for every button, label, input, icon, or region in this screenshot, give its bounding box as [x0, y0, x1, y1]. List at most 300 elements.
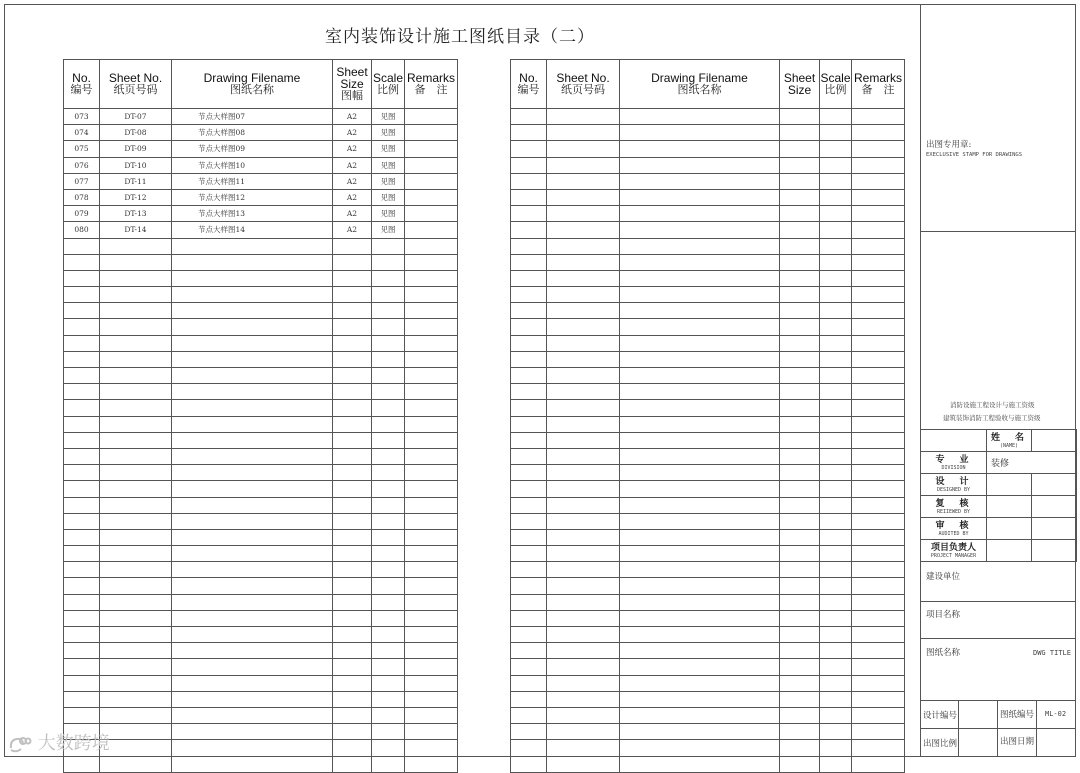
table-row — [64, 707, 458, 723]
cell-sheet-size — [780, 497, 820, 513]
cell-scale — [372, 368, 405, 384]
cell-remarks — [852, 513, 905, 529]
cell-scale — [372, 610, 405, 626]
cell-sheet-no — [547, 691, 620, 707]
cell-remarks — [405, 254, 458, 270]
cell-sheet-size — [333, 303, 372, 319]
cell-scale — [820, 627, 852, 643]
cell-scale — [372, 448, 405, 464]
cell-remarks — [852, 157, 905, 173]
cell-filename — [172, 238, 333, 254]
cell-no: 078 — [64, 189, 100, 205]
cell-filename: 节点大样图08 — [172, 125, 333, 141]
cell-sheet-no — [100, 497, 172, 513]
cell-scale — [372, 659, 405, 675]
table-row — [511, 384, 905, 400]
cell-no — [511, 287, 547, 303]
cell-sheet-no — [547, 562, 620, 578]
cell-remarks — [852, 189, 905, 205]
table-header-row — [64, 60, 458, 109]
cell-sheet-size — [780, 432, 820, 448]
cell-sheet-no — [100, 368, 172, 384]
cell-scale — [820, 659, 852, 675]
table-row — [511, 416, 905, 432]
cell-remarks — [405, 400, 458, 416]
reviewed-label: 复 核 REIIEWED BY — [921, 496, 987, 518]
cell-no — [511, 675, 547, 691]
cell-filename — [172, 432, 333, 448]
cell-sheet-no — [547, 368, 620, 384]
cell-no — [64, 303, 100, 319]
col-header-sheet-size: Sheet Size 图幅 — [333, 60, 372, 109]
cell-sheet-size: A2 — [333, 109, 372, 125]
cell-sheet-no — [547, 740, 620, 756]
cell-no — [511, 368, 547, 384]
cell-sheet-size — [333, 707, 372, 723]
table-row — [64, 384, 458, 400]
cell-no — [64, 432, 100, 448]
cell-filename — [620, 109, 780, 125]
cell-filename — [620, 351, 780, 367]
name-header: 姓 名 (NAME) — [987, 430, 1032, 452]
table-row — [511, 368, 905, 384]
cell-scale: 见图 — [372, 157, 405, 173]
cell-remarks — [852, 416, 905, 432]
cell-sheet-no — [547, 125, 620, 141]
cell-no — [511, 109, 547, 125]
cell-scale — [372, 707, 405, 723]
col-header-filename: Drawing Filename 图纸名称 — [172, 60, 333, 109]
table-row — [64, 756, 458, 772]
cell-remarks — [405, 707, 458, 723]
cell-sheet-no — [100, 643, 172, 659]
cell-scale: 见图 — [372, 125, 405, 141]
title-block-separator — [920, 638, 1076, 639]
cell-sheet-no — [547, 189, 620, 205]
cell-remarks — [405, 287, 458, 303]
cell-sheet-no — [547, 627, 620, 643]
cell-remarks — [852, 319, 905, 335]
cell-no — [64, 400, 100, 416]
table-row — [64, 497, 458, 513]
cell-remarks — [405, 756, 458, 772]
cell-sheet-size: A2 — [333, 141, 372, 157]
cell-sheet-no — [100, 594, 172, 610]
cell-no — [511, 529, 547, 545]
cell-remarks — [852, 303, 905, 319]
cell-scale — [820, 173, 852, 189]
table-row — [511, 335, 905, 351]
cell-scale — [820, 497, 852, 513]
table-row — [511, 173, 905, 189]
cell-no — [511, 740, 547, 756]
cell-sheet-no — [100, 740, 172, 756]
cell-no — [64, 287, 100, 303]
title-block-separator — [920, 728, 1076, 729]
cell-sheet-no — [547, 222, 620, 238]
table-row — [511, 546, 905, 562]
fire-qualification-note-1: 消防设施工程设计与施工资级 — [950, 401, 1035, 409]
cell-scale — [820, 675, 852, 691]
cell-sheet-size — [333, 756, 372, 772]
cell-filename — [620, 319, 780, 335]
cell-remarks — [852, 335, 905, 351]
cell-sheet-size — [780, 157, 820, 173]
cell-remarks — [852, 125, 905, 141]
title-block-divider — [920, 4, 921, 757]
cell-sheet-size — [333, 610, 372, 626]
table-row — [64, 513, 458, 529]
table-row — [511, 432, 905, 448]
cell-filename — [172, 659, 333, 675]
cell-remarks — [852, 529, 905, 545]
table-row — [511, 303, 905, 319]
cell-filename — [620, 513, 780, 529]
output-date-label: 出图日期 — [1000, 737, 1035, 747]
cell-sheet-no — [100, 465, 172, 481]
cell-no — [64, 270, 100, 286]
cell-sheet-size — [333, 627, 372, 643]
cell-remarks — [852, 627, 905, 643]
page-title: 室内装饰设计施工图纸目录（二） — [325, 27, 595, 47]
cell-filename — [620, 691, 780, 707]
cell-filename — [620, 222, 780, 238]
drawing-number-label: 图纸编号 — [1000, 710, 1035, 720]
signature-row-pm — [921, 540, 1077, 562]
cell-no — [64, 594, 100, 610]
cell-filename — [172, 416, 333, 432]
cell-remarks — [852, 497, 905, 513]
designed-label: 设 计 DESIGNED BY — [921, 474, 987, 496]
client-label: 建设单位 — [926, 572, 961, 582]
cell-filename — [172, 335, 333, 351]
cell-filename — [172, 578, 333, 594]
cell-scale — [820, 109, 852, 125]
cell-sheet-no: DT-13 — [100, 206, 172, 222]
table-row — [64, 173, 458, 189]
cell-filename — [172, 254, 333, 270]
cell-filename — [620, 610, 780, 626]
stamp-label-en: EXECLUSIVE STAMP FOR DRAWINGS — [926, 152, 1023, 158]
cell-scale — [820, 157, 852, 173]
cell-filename — [620, 724, 780, 740]
table-row — [64, 724, 458, 740]
cell-remarks — [405, 351, 458, 367]
cell-filename — [172, 368, 333, 384]
division-value: 装修 — [987, 452, 1077, 474]
cell-remarks — [852, 384, 905, 400]
table-row — [511, 707, 905, 723]
cell-sheet-size — [333, 497, 372, 513]
cell-filename — [172, 707, 333, 723]
cell-filename — [620, 578, 780, 594]
cell-sheet-size — [780, 416, 820, 432]
cell-no — [511, 756, 547, 772]
table-row — [64, 351, 458, 367]
cell-no — [64, 416, 100, 432]
cell-sheet-size — [780, 206, 820, 222]
cell-no — [511, 578, 547, 594]
cell-filename — [172, 270, 333, 286]
cell-sheet-no — [547, 448, 620, 464]
cell-no — [511, 270, 547, 286]
title-block-separator — [920, 601, 1076, 602]
cell-remarks — [852, 578, 905, 594]
cell-no — [64, 578, 100, 594]
table-row — [64, 303, 458, 319]
table-row — [64, 465, 458, 481]
table-row — [64, 189, 458, 205]
table-row — [511, 691, 905, 707]
cell-sheet-no — [100, 610, 172, 626]
col-header-scale: Scale 比例 — [820, 60, 852, 109]
cell-filename — [620, 270, 780, 286]
cell-scale — [820, 206, 852, 222]
cell-no — [511, 335, 547, 351]
cell-sheet-no — [100, 400, 172, 416]
drawing-number-value: ML-02 — [1045, 710, 1067, 718]
table-row — [64, 594, 458, 610]
cell-sheet-no — [100, 724, 172, 740]
table-row — [511, 254, 905, 270]
cell-remarks — [852, 173, 905, 189]
cell-scale — [820, 513, 852, 529]
cell-sheet-size — [780, 351, 820, 367]
cell-remarks — [852, 448, 905, 464]
table-row — [511, 481, 905, 497]
cell-sheet-no — [100, 529, 172, 545]
cell-no: 075 — [64, 141, 100, 157]
table-row — [511, 351, 905, 367]
cell-remarks — [852, 594, 905, 610]
cell-remarks — [405, 303, 458, 319]
signature-table — [920, 429, 1077, 562]
cell-scale — [820, 756, 852, 772]
table-row — [64, 319, 458, 335]
col-header-remarks: Remarks 备 注 — [405, 60, 458, 109]
fire-qualification-note-2: 建筑装饰消防工程验收与施工资级 — [943, 414, 1041, 422]
cell-sheet-no — [100, 287, 172, 303]
cell-no — [511, 643, 547, 659]
cell-sheet-no: DT-11 — [100, 173, 172, 189]
cell-scale — [372, 481, 405, 497]
cell-sheet-size — [333, 270, 372, 286]
cell-filename — [172, 756, 333, 772]
cell-no — [64, 546, 100, 562]
table-row — [64, 400, 458, 416]
cell-scale — [372, 691, 405, 707]
cell-sheet-size — [780, 465, 820, 481]
table-row — [511, 562, 905, 578]
cell-filename — [620, 643, 780, 659]
cell-no — [64, 335, 100, 351]
cell-sheet-no — [100, 562, 172, 578]
cell-filename — [620, 659, 780, 675]
col-header-remarks: Remarks 备 注 — [852, 60, 905, 109]
cell-sheet-size — [333, 513, 372, 529]
cell-remarks — [405, 497, 458, 513]
table-row — [64, 643, 458, 659]
col-header-no: No. 编号 — [64, 60, 100, 109]
cell-scale — [372, 303, 405, 319]
cell-sheet-size — [780, 643, 820, 659]
title-block-separator — [920, 700, 1076, 701]
cell-sheet-no — [100, 270, 172, 286]
cell-sheet-size — [333, 400, 372, 416]
cell-no — [511, 546, 547, 562]
cell-no — [511, 141, 547, 157]
cell-sheet-no — [100, 238, 172, 254]
table-row — [64, 659, 458, 675]
cell-sheet-size — [333, 238, 372, 254]
cell-remarks — [405, 740, 458, 756]
cell-sheet-no — [547, 287, 620, 303]
cell-sheet-size — [333, 384, 372, 400]
cell-filename — [620, 254, 780, 270]
cell-scale — [820, 691, 852, 707]
cell-remarks — [852, 675, 905, 691]
table-row — [511, 724, 905, 740]
drawing-title-label: 图纸名称 — [926, 648, 961, 658]
cell-remarks — [852, 254, 905, 270]
cell-no — [64, 481, 100, 497]
cell-sheet-size — [780, 222, 820, 238]
cell-no: 074 — [64, 125, 100, 141]
cell-sheet-no: DT-08 — [100, 125, 172, 141]
cell-filename — [620, 594, 780, 610]
cell-remarks — [852, 109, 905, 125]
cell-sheet-no — [547, 497, 620, 513]
cell-sheet-no — [100, 578, 172, 594]
cell-sheet-size — [333, 659, 372, 675]
cell-remarks — [852, 546, 905, 562]
cell-no — [511, 481, 547, 497]
cell-sheet-size — [780, 594, 820, 610]
cell-no — [64, 319, 100, 335]
cell-filename — [172, 643, 333, 659]
cell-no: 076 — [64, 157, 100, 173]
cell-scale — [372, 465, 405, 481]
cell-sheet-size — [333, 254, 372, 270]
cell-sheet-no — [547, 546, 620, 562]
cell-sheet-no — [100, 303, 172, 319]
cell-sheet-size — [780, 270, 820, 286]
cell-scale — [820, 287, 852, 303]
cell-sheet-size — [333, 481, 372, 497]
cell-scale — [820, 594, 852, 610]
cell-sheet-size — [780, 562, 820, 578]
cell-filename — [172, 546, 333, 562]
cell-filename — [620, 546, 780, 562]
cell-sheet-size: A2 — [333, 173, 372, 189]
table-row — [511, 659, 905, 675]
cell-sheet-size — [780, 400, 820, 416]
cell-sheet-no — [547, 724, 620, 740]
cell-remarks — [852, 610, 905, 626]
cell-sheet-size — [333, 691, 372, 707]
cell-sheet-no — [547, 254, 620, 270]
cell-sheet-size — [780, 287, 820, 303]
cell-sheet-no — [100, 448, 172, 464]
cell-sheet-size — [780, 513, 820, 529]
cell-sheet-size — [780, 691, 820, 707]
cell-scale — [820, 416, 852, 432]
cell-no: 079 — [64, 206, 100, 222]
cell-no — [64, 238, 100, 254]
col-header-filename: Drawing Filename 图纸名称 — [620, 60, 780, 109]
cell-sheet-no — [547, 400, 620, 416]
cell-sheet-size — [780, 384, 820, 400]
signature-row-designed — [921, 474, 1077, 496]
cell-filename: 节点大样图14 — [172, 222, 333, 238]
cell-sheet-no — [100, 319, 172, 335]
col-header-scale: Scale 比例 — [372, 60, 405, 109]
cell-remarks — [852, 432, 905, 448]
cell-no — [511, 627, 547, 643]
cell-no — [64, 497, 100, 513]
cell-scale — [820, 562, 852, 578]
cell-sheet-no — [100, 254, 172, 270]
cell-filename — [172, 448, 333, 464]
cell-scale — [372, 643, 405, 659]
cell-remarks — [405, 173, 458, 189]
cell-no — [64, 448, 100, 464]
cell-scale — [372, 497, 405, 513]
cell-scale — [820, 707, 852, 723]
cell-sheet-no — [100, 627, 172, 643]
cell-remarks — [852, 756, 905, 772]
cell-scale — [820, 303, 852, 319]
cell-filename — [620, 173, 780, 189]
cell-remarks — [852, 481, 905, 497]
cell-scale — [820, 222, 852, 238]
cell-filename: 节点大样图13 — [172, 206, 333, 222]
cell-filename — [172, 481, 333, 497]
cell-scale — [820, 254, 852, 270]
table-row — [64, 222, 458, 238]
cell-sheet-size — [780, 254, 820, 270]
cell-scale — [820, 465, 852, 481]
cell-sheet-size — [780, 740, 820, 756]
cell-scale — [820, 125, 852, 141]
cell-filename — [172, 675, 333, 691]
cell-sheet-no — [547, 351, 620, 367]
cell-scale: 见图 — [372, 222, 405, 238]
cell-no — [511, 707, 547, 723]
cell-remarks — [852, 141, 905, 157]
cell-sheet-size — [780, 481, 820, 497]
cell-filename — [620, 400, 780, 416]
cell-sheet-no — [547, 416, 620, 432]
cell-sheet-size — [780, 756, 820, 772]
cell-filename — [620, 189, 780, 205]
cell-scale: 见图 — [372, 173, 405, 189]
cell-sheet-no — [100, 335, 172, 351]
cell-no — [64, 254, 100, 270]
cell-sheet-size — [333, 724, 372, 740]
cell-remarks — [405, 465, 458, 481]
cell-filename — [620, 432, 780, 448]
cell-no — [64, 384, 100, 400]
cell-scale — [372, 562, 405, 578]
cell-remarks — [405, 529, 458, 545]
cell-remarks — [405, 157, 458, 173]
cell-filename — [172, 627, 333, 643]
cell-sheet-no — [547, 659, 620, 675]
cell-filename — [620, 740, 780, 756]
cell-no — [64, 529, 100, 545]
cell-no — [64, 465, 100, 481]
